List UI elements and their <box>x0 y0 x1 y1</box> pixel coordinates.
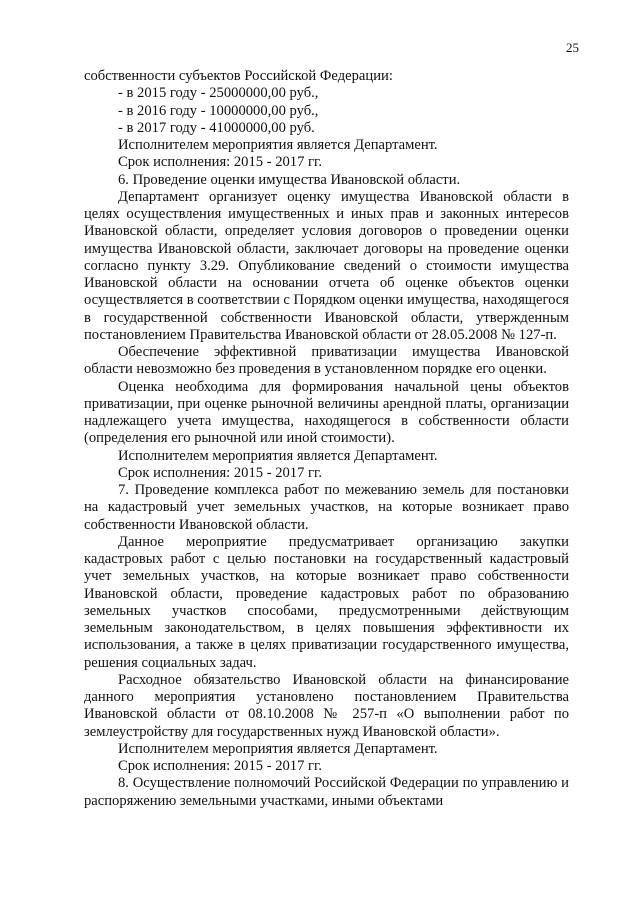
paragraph: Срок исполнения: 2015 - 2017 гг. <box>118 154 323 171</box>
section-heading: 6. Проведение оценки имущества Ивановской области. <box>118 171 461 188</box>
section-heading: 8. Осуществление полномочий Российской Федерации по управлению и распоряжению земельными участками, иными объектами <box>84 775 569 809</box>
page-number: 25 <box>566 40 579 55</box>
paragraph: Департамент организует оценку имущества Ивановской области в целях осуществления имущественных и иных прав и законных интересов Ивановской области, определяет условия договоров о проведении оценки имущества Ивановской области, заключает договоры на проведение оценки согласно пункту 3.29. Опубликование сведений о стоимости имущества Ивановской области на основании отчета об оценке объектов оценки осуществляется в соответствии с Порядком оценки имущества, находящегося в государственной собственности Ивановской области, утвержденным постановлением Правительства Ивановской области от 28.05.2008 № 127-п. <box>84 188 569 343</box>
paragraph: Оценка необходима для формирования начальной цены объектов приватизации, при оценке рыночной величины арендной платы, организации надлежащего учета имущества, находящегося в собственности области (определения его рыночной или иной стоимости). <box>84 378 569 447</box>
paragraph: Срок исполнения: 2015 - 2017 гг. <box>118 758 323 774</box>
paragraph: собственности субъектов Российской Федерации: <box>84 68 393 84</box>
paragraph: - в 2015 году - 25000000,00 руб., <box>118 85 319 102</box>
paragraph: - в 2017 году - 41000000,00 руб. <box>118 119 315 136</box>
paragraph: Исполнителем мероприятия является Департамент. <box>118 740 438 757</box>
paragraph: Исполнителем мероприятия является Департамент. <box>118 137 438 153</box>
paragraph: Срок исполнения: 2015 - 2017 гг. <box>118 464 323 481</box>
paragraph: Обеспечение эффективной приватизации имущества Ивановской области невозможно без проведения в установленном порядке его оценки. <box>84 344 569 378</box>
paragraph: Исполнителем мероприятия является Департамент. <box>118 447 438 464</box>
document-body <box>84 68 569 810</box>
paragraph: - в 2016 году - 10000000,00 руб., <box>118 102 319 119</box>
paragraph: Данное мероприятие предусматривает организацию закупки кадастровых работ с целью постановки на государственный кадастровый учет земельных участков, на которые возникает право собственности Ивановской области, проведение кадастровых работ по образованию земельных участков способами, предусмотренными действующим земельным законодательством, в целях повышения эффективности их использования, а также в целях приватизации государственного имущества, решения социальных задач. <box>84 533 569 671</box>
paragraph: Расходное обязательство Ивановской области на финансирование данного мероприятия установлено постановлением Правительства Ивановской области от 08.10.2008 № 257-п «О выполнении работ по землеустройству для государственных нужд Ивановской области». <box>84 671 569 740</box>
section-heading: 7. Проведение комплекса работ по межеванию земель для постановки на кадастровый учет земельных участков, на которые возникает право собственности Ивановской области. <box>84 482 569 533</box>
